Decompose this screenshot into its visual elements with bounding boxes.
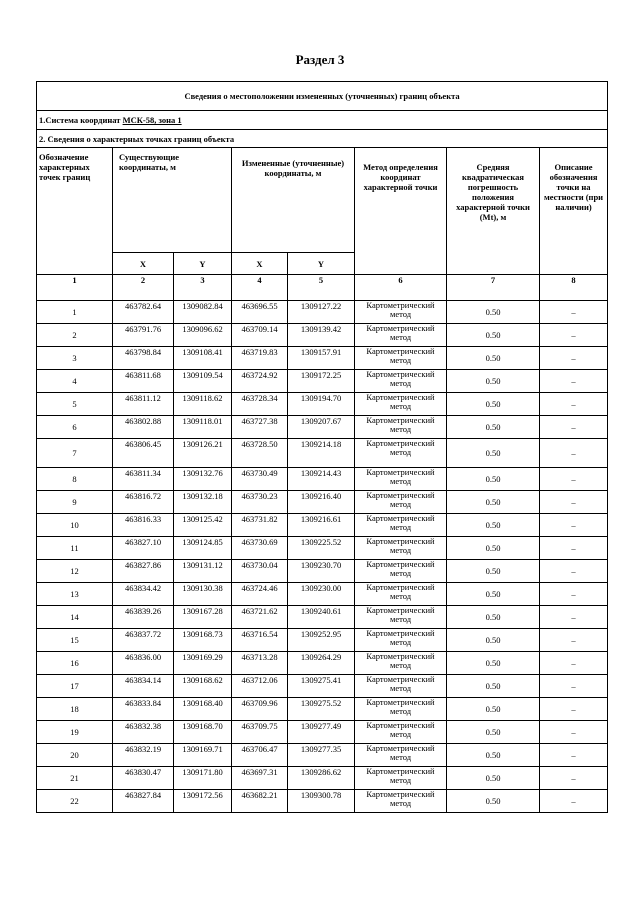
description: – xyxy=(540,491,608,514)
table-row xyxy=(37,675,608,698)
method: Картометрический метод xyxy=(355,370,447,393)
method: Картометрический метод xyxy=(355,606,447,629)
column-number: 2 xyxy=(113,275,174,301)
existing-x: 463811.34 xyxy=(113,468,174,491)
precision: 0.50 xyxy=(447,675,540,698)
section-title: Раздел 3 xyxy=(295,52,345,67)
existing-x: 463791.76 xyxy=(113,324,174,347)
precision: 0.50 xyxy=(447,606,540,629)
existing-y: 1309109.54 xyxy=(174,370,232,393)
existing-x: 463832.38 xyxy=(113,721,174,744)
description: – xyxy=(540,767,608,790)
table-row xyxy=(37,698,608,721)
table-row xyxy=(37,347,608,370)
description: – xyxy=(540,439,608,468)
method: Картометрический метод xyxy=(355,790,447,813)
method: Картометрический метод xyxy=(355,514,447,537)
precision: 0.50 xyxy=(447,698,540,721)
existing-y: 1309169.29 xyxy=(174,652,232,675)
existing-x: 463811.12 xyxy=(113,393,174,416)
changed-y: 1309277.35 xyxy=(288,744,355,767)
method: Картометрический метод xyxy=(355,560,447,583)
method: Картометрический метод xyxy=(355,491,447,514)
point-number: 9 xyxy=(37,491,113,514)
table-row xyxy=(37,439,608,468)
point-number: 22 xyxy=(37,790,113,813)
point-number: 1 xyxy=(37,301,113,324)
header-existing-x: X xyxy=(113,253,174,275)
header-existing-y: Y xyxy=(174,253,232,275)
existing-y: 1309130.38 xyxy=(174,583,232,606)
existing-x: 463834.42 xyxy=(113,583,174,606)
existing-x: 463827.10 xyxy=(113,537,174,560)
changed-x: 463706.47 xyxy=(232,744,288,767)
precision: 0.50 xyxy=(447,347,540,370)
column-number: 5 xyxy=(288,275,355,301)
changed-x: 463730.49 xyxy=(232,468,288,491)
point-number: 20 xyxy=(37,744,113,767)
existing-x: 463833.84 xyxy=(113,698,174,721)
description: – xyxy=(540,790,608,813)
changed-x: 463709.75 xyxy=(232,721,288,744)
description: – xyxy=(540,675,608,698)
table-row xyxy=(37,629,608,652)
precision: 0.50 xyxy=(447,629,540,652)
existing-y: 1309125.42 xyxy=(174,514,232,537)
changed-y: 1309207.67 xyxy=(288,416,355,439)
changed-x: 463716.54 xyxy=(232,629,288,652)
table-row xyxy=(37,652,608,675)
precision: 0.50 xyxy=(447,324,540,347)
changed-x: 463712.06 xyxy=(232,675,288,698)
header-point-designation: Обозначение характерных точек границ xyxy=(37,148,113,275)
table-row xyxy=(37,606,608,629)
changed-y: 1309216.40 xyxy=(288,491,355,514)
description: – xyxy=(540,744,608,767)
description: – xyxy=(540,324,608,347)
description: – xyxy=(540,347,608,370)
method: Картометрический метод xyxy=(355,767,447,790)
precision: 0.50 xyxy=(447,560,540,583)
existing-x: 463802.88 xyxy=(113,416,174,439)
method: Картометрический метод xyxy=(355,468,447,491)
method: Картометрический метод xyxy=(355,583,447,606)
changed-y: 1309230.70 xyxy=(288,560,355,583)
changed-y: 1309286.62 xyxy=(288,767,355,790)
existing-x: 463834.14 xyxy=(113,675,174,698)
point-number: 19 xyxy=(37,721,113,744)
changed-x: 463728.34 xyxy=(232,393,288,416)
existing-y: 1309132.18 xyxy=(174,491,232,514)
existing-y: 1309171.80 xyxy=(174,767,232,790)
header-precision: Средняя квадратическая погрешность положения характерной точки (Mt), м xyxy=(447,148,540,275)
changed-x: 463709.96 xyxy=(232,698,288,721)
column-number: 6 xyxy=(355,275,447,301)
table-row xyxy=(37,767,608,790)
changed-x: 463730.04 xyxy=(232,560,288,583)
point-number: 10 xyxy=(37,514,113,537)
description: – xyxy=(540,416,608,439)
existing-x: 463832.19 xyxy=(113,744,174,767)
existing-y: 1309168.62 xyxy=(174,675,232,698)
precision: 0.50 xyxy=(447,514,540,537)
point-number: 8 xyxy=(37,468,113,491)
header-method: Метод определения координат характерной точки xyxy=(355,148,447,275)
existing-y: 1309124.85 xyxy=(174,537,232,560)
existing-x: 463827.86 xyxy=(113,560,174,583)
point-number: 7 xyxy=(37,439,113,468)
precision: 0.50 xyxy=(447,790,540,813)
changed-y: 1309275.52 xyxy=(288,698,355,721)
method: Картометрический метод xyxy=(355,675,447,698)
description: – xyxy=(540,652,608,675)
description: – xyxy=(540,606,608,629)
changed-x: 463719.83 xyxy=(232,347,288,370)
changed-x: 463682.21 xyxy=(232,790,288,813)
precision: 0.50 xyxy=(447,744,540,767)
changed-x: 463731.82 xyxy=(232,514,288,537)
changed-y: 1309240.61 xyxy=(288,606,355,629)
column-number: 7 xyxy=(447,275,540,301)
existing-x: 463816.72 xyxy=(113,491,174,514)
method: Картометрический метод xyxy=(355,439,447,468)
existing-y: 1309168.73 xyxy=(174,629,232,652)
method: Картометрический метод xyxy=(355,698,447,721)
changed-y: 1309275.41 xyxy=(288,675,355,698)
table-row xyxy=(37,560,608,583)
changed-x: 463696.55 xyxy=(232,301,288,324)
changed-y: 1309157.91 xyxy=(288,347,355,370)
point-number: 2 xyxy=(37,324,113,347)
point-number: 12 xyxy=(37,560,113,583)
point-number: 11 xyxy=(37,537,113,560)
changed-y: 1309139.42 xyxy=(288,324,355,347)
column-number: 4 xyxy=(232,275,288,301)
changed-y: 1309214.43 xyxy=(288,468,355,491)
precision: 0.50 xyxy=(447,767,540,790)
precision: 0.50 xyxy=(447,583,540,606)
existing-x: 463830.47 xyxy=(113,767,174,790)
table-row xyxy=(37,744,608,767)
description: – xyxy=(540,698,608,721)
table-row xyxy=(37,537,608,560)
table-row xyxy=(37,416,608,439)
existing-x: 463839.26 xyxy=(113,606,174,629)
description: – xyxy=(540,370,608,393)
precision: 0.50 xyxy=(447,652,540,675)
point-number: 13 xyxy=(37,583,113,606)
points-section-label: 2. Сведения о характерных точках границ объекта xyxy=(37,130,608,148)
existing-y: 1309108.41 xyxy=(174,347,232,370)
changed-y: 1309230.00 xyxy=(288,583,355,606)
point-number: 14 xyxy=(37,606,113,629)
table-row xyxy=(37,301,608,324)
existing-y: 1309132.76 xyxy=(174,468,232,491)
coordinates-table xyxy=(36,81,608,813)
existing-y: 1309096.62 xyxy=(174,324,232,347)
existing-x: 463798.84 xyxy=(113,347,174,370)
changed-y: 1309264.29 xyxy=(288,652,355,675)
column-number: 3 xyxy=(174,275,232,301)
changed-y: 1309216.61 xyxy=(288,514,355,537)
point-number: 4 xyxy=(37,370,113,393)
precision: 0.50 xyxy=(447,439,540,468)
changed-y: 1309277.49 xyxy=(288,721,355,744)
changed-y: 1309172.25 xyxy=(288,370,355,393)
changed-x: 463730.23 xyxy=(232,491,288,514)
description: – xyxy=(540,468,608,491)
changed-y: 1309225.52 xyxy=(288,537,355,560)
changed-x: 463721.62 xyxy=(232,606,288,629)
changed-y: 1309252.95 xyxy=(288,629,355,652)
point-number: 6 xyxy=(37,416,113,439)
changed-x: 463697.31 xyxy=(232,767,288,790)
precision: 0.50 xyxy=(447,491,540,514)
precision: 0.50 xyxy=(447,393,540,416)
precision: 0.50 xyxy=(447,370,540,393)
table-row xyxy=(37,393,608,416)
description: – xyxy=(540,537,608,560)
method: Картометрический метод xyxy=(355,537,447,560)
table-row xyxy=(37,324,608,347)
precision: 0.50 xyxy=(447,537,540,560)
existing-y: 1309118.62 xyxy=(174,393,232,416)
coord-system-label: 1.Система координат xyxy=(39,115,121,125)
changed-x: 463727.38 xyxy=(232,416,288,439)
column-number: 8 xyxy=(540,275,608,301)
existing-x: 463811.68 xyxy=(113,370,174,393)
existing-x: 463837.72 xyxy=(113,629,174,652)
data-rows xyxy=(37,301,608,813)
changed-x: 463713.28 xyxy=(232,652,288,675)
existing-x: 463782.64 xyxy=(113,301,174,324)
precision: 0.50 xyxy=(447,416,540,439)
changed-y: 1309300.78 xyxy=(288,790,355,813)
existing-y: 1309172.56 xyxy=(174,790,232,813)
table-row xyxy=(37,468,608,491)
point-number: 18 xyxy=(37,698,113,721)
header-description: Описание обозначения точки на местности (при наличии) xyxy=(540,148,608,275)
changed-x: 463730.69 xyxy=(232,537,288,560)
main-header: Сведения о местоположении измененных (уточненных) границ объекта xyxy=(37,82,608,111)
changed-y: 1309214.18 xyxy=(288,439,355,468)
changed-x: 463728.50 xyxy=(232,439,288,468)
table-row xyxy=(37,370,608,393)
existing-y: 1309126.21 xyxy=(174,439,232,468)
existing-y: 1309131.12 xyxy=(174,560,232,583)
header-changed-x: X xyxy=(232,253,288,275)
point-number: 21 xyxy=(37,767,113,790)
column-number: 1 xyxy=(37,275,113,301)
existing-y: 1309082.84 xyxy=(174,301,232,324)
existing-y: 1309169.71 xyxy=(174,744,232,767)
table-row xyxy=(37,491,608,514)
precision: 0.50 xyxy=(447,468,540,491)
description: – xyxy=(540,583,608,606)
changed-x: 463724.46 xyxy=(232,583,288,606)
existing-x: 463836.00 xyxy=(113,652,174,675)
method: Картометрический метод xyxy=(355,324,447,347)
description: – xyxy=(540,560,608,583)
coord-system-row xyxy=(37,111,608,130)
point-number: 15 xyxy=(37,629,113,652)
changed-y: 1309127.22 xyxy=(288,301,355,324)
description: – xyxy=(540,393,608,416)
header-changed-y: Y xyxy=(288,253,355,275)
method: Картометрический метод xyxy=(355,393,447,416)
method: Картометрический метод xyxy=(355,652,447,675)
existing-y: 1309167.28 xyxy=(174,606,232,629)
precision: 0.50 xyxy=(447,301,540,324)
coord-system-value: МСК-58, зона 1 xyxy=(122,115,182,125)
existing-x: 463816.33 xyxy=(113,514,174,537)
method: Картометрический метод xyxy=(355,416,447,439)
existing-x: 463827.84 xyxy=(113,790,174,813)
method: Картометрический метод xyxy=(355,347,447,370)
method: Картометрический метод xyxy=(355,629,447,652)
method: Картометрический метод xyxy=(355,301,447,324)
description: – xyxy=(540,721,608,744)
changed-y: 1309194.70 xyxy=(288,393,355,416)
table-row xyxy=(37,790,608,813)
point-number: 16 xyxy=(37,652,113,675)
point-number: 17 xyxy=(37,675,113,698)
changed-x: 463709.14 xyxy=(232,324,288,347)
existing-y: 1309168.70 xyxy=(174,721,232,744)
existing-y: 1309118.01 xyxy=(174,416,232,439)
method: Картометрический метод xyxy=(355,721,447,744)
point-number: 3 xyxy=(37,347,113,370)
description: – xyxy=(540,301,608,324)
point-number: 5 xyxy=(37,393,113,416)
header-existing-coords: Существующие координаты, м xyxy=(113,148,232,253)
changed-x: 463724.92 xyxy=(232,370,288,393)
description: – xyxy=(540,514,608,537)
table-row xyxy=(37,514,608,537)
table-row xyxy=(37,721,608,744)
precision: 0.50 xyxy=(447,721,540,744)
table-row xyxy=(37,583,608,606)
description: – xyxy=(540,629,608,652)
existing-y: 1309168.40 xyxy=(174,698,232,721)
existing-x: 463806.45 xyxy=(113,439,174,468)
header-changed-coords: Измененные (уточненные) координаты, м xyxy=(232,148,355,253)
method: Картометрический метод xyxy=(355,744,447,767)
